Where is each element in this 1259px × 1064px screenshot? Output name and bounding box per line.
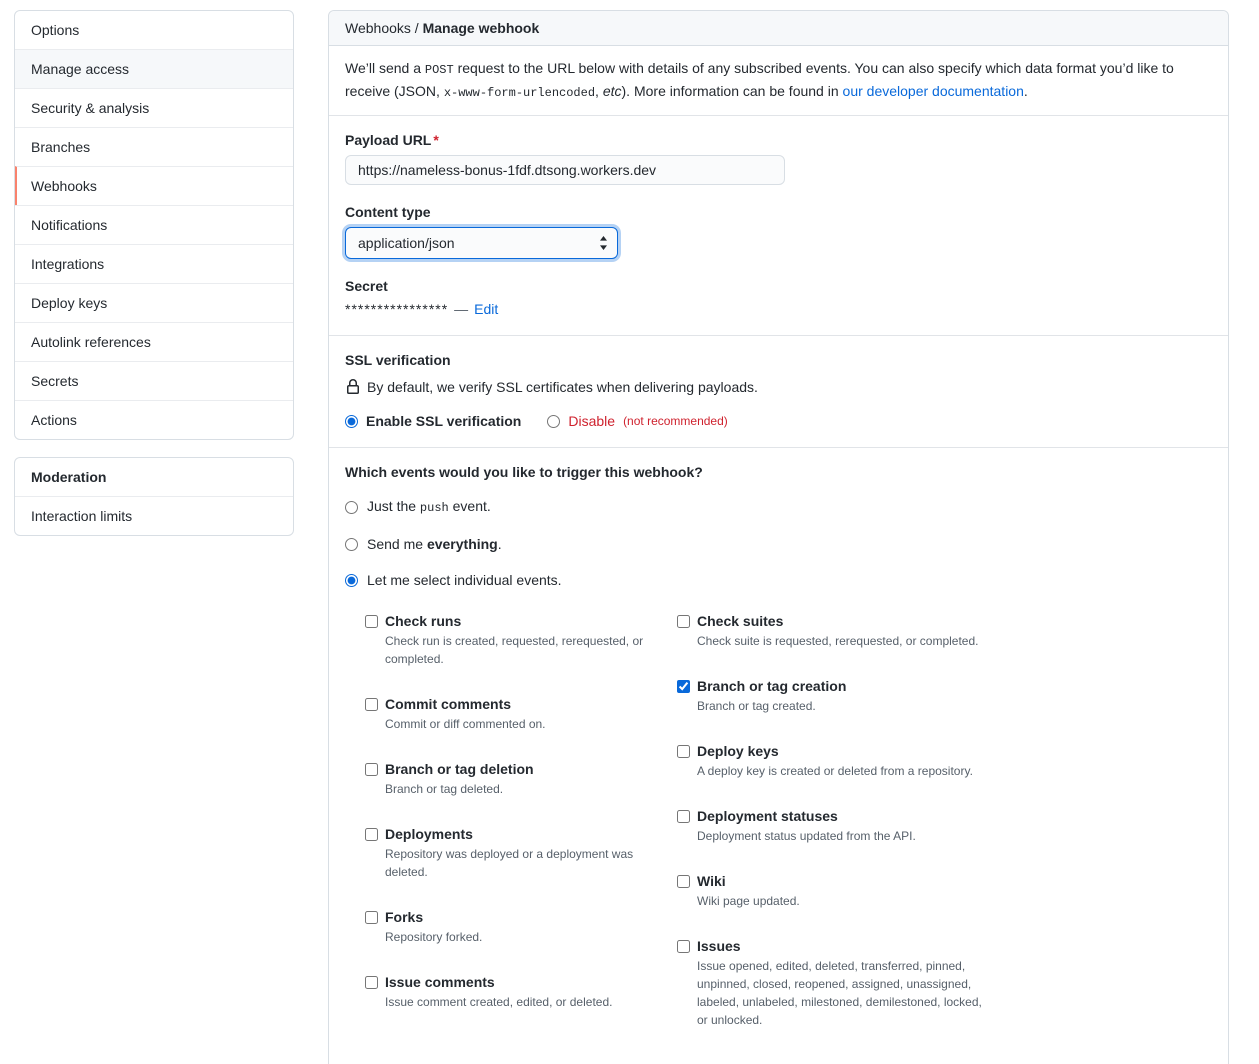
sidebar-item-manage-access[interactable]: Manage access [15,49,293,88]
disable-ssl-label: Disable [568,413,616,429]
wiki-checkbox[interactable] [677,875,690,888]
forks-checkbox[interactable] [365,911,378,924]
secret-separator: — [454,301,469,317]
event-checkbox-grid [365,612,1212,1060]
everything-label: Send me everything. [367,536,502,552]
sidebar-item-branches[interactable]: Branches [15,127,293,166]
content-type-group [345,204,1212,259]
event-label: Check suites [697,613,784,629]
trigger-everything-option[interactable] [345,534,1212,554]
event-commit-comments[interactable] [365,695,677,733]
sidebar-item-options[interactable]: Options [31,22,80,38]
sidebar-item-security-analysis[interactable]: Security & analysis [15,88,293,127]
intro-post-code: POST [424,63,454,77]
trigger-individual-option[interactable] [345,570,1212,590]
intro-text: , [595,83,603,99]
ssl-description: By default, we verify SSL certificates when delivering payloads. [367,379,758,395]
check-runs-checkbox[interactable] [365,615,378,628]
deploy-keys-checkbox[interactable] [677,745,690,758]
intro-text: . [1023,83,1028,99]
secret-masked-value: **************** [345,301,449,317]
event-label: Branch or tag deletion [385,761,534,777]
event-description: Check suite is requested, rerequested, or completed. [697,634,979,648]
lock-icon [345,379,361,395]
moderation-nav-box [14,457,294,536]
event-branch-tag-creation[interactable] [677,677,989,715]
secret-group [345,278,1212,317]
manage-webhook-panel [328,10,1229,1064]
enable-ssl-radio[interactable] [345,415,358,428]
commit-comments-checkbox[interactable] [365,698,378,711]
sidebar-item-integrations[interactable]: Integrations [15,244,293,283]
breadcrumb-separator: / [414,20,419,36]
content-type-label: Content type [345,204,431,220]
intro-text: ). More information can be found in [621,83,843,99]
event-check-suites[interactable] [677,612,989,650]
secret-label: Secret [345,278,388,294]
events-question: Which events would you like to trigger this webhook? [345,464,703,480]
event-label: Commit comments [385,696,512,712]
required-asterisk: * [433,132,439,148]
disable-ssl-note: (not recommended) [623,414,728,428]
breadcrumb-webhooks-link[interactable]: Webhooks [345,20,411,36]
sidebar-item-webhooks[interactable]: Webhooks [15,166,293,205]
event-description: Repository was deployed or a deployment was deleted. [385,847,634,879]
event-description: Repository forked. [385,930,483,944]
enable-ssl-label: Enable SSL verification [366,413,522,429]
content-type-select[interactable] [345,227,618,259]
payload-url-label-text: Payload URL [345,132,432,148]
event-description: Issue opened, edited, deleted, transferred, pinned, unpinned, closed, reopened, assigned, unassigned, labeled, unlabeled, milestoned, demilestoned, locked, or unlocked. [697,959,982,1027]
event-description: Wiki page updated. [697,894,800,908]
ssl-verification-section [329,336,1228,448]
issue-comments-checkbox[interactable] [365,976,378,989]
event-deployments[interactable] [365,825,677,881]
event-label: Deployments [385,826,473,842]
payload-url-input[interactable] [345,155,785,185]
enable-ssl-radio-option[interactable] [345,413,521,429]
payload-url-label [345,132,1212,148]
developer-documentation-link[interactable]: our developer documentation [842,83,1024,99]
event-description: Deployment status updated from the API. [697,829,916,843]
sidebar-item-notifications[interactable]: Notifications [15,205,293,244]
secret-edit-link[interactable]: Edit [474,301,499,317]
webhook-form-section [329,116,1228,336]
breadcrumb [329,11,1228,46]
event-issues[interactable] [677,937,989,1029]
event-checkbox-column-left [365,612,677,1056]
push-code: push [419,501,449,515]
intro-etc: etc [602,83,622,99]
event-wiki[interactable] [677,872,989,910]
intro-text: We’ll send a [345,60,425,76]
event-label: Branch or tag creation [697,678,847,694]
event-description: Branch or tag deleted. [385,782,504,796]
sidebar-item-interaction-limits[interactable]: Interaction limits [15,496,293,535]
just-push-radio[interactable] [345,501,358,514]
disable-ssl-radio-option[interactable] [547,413,727,429]
settings-sidebar [14,10,294,536]
event-label: Check runs [385,613,462,629]
breadcrumb-current: Manage webhook [422,20,540,36]
send-everything-radio[interactable] [345,538,358,551]
trigger-just-push-option[interactable] [345,496,1212,518]
issues-checkbox[interactable] [677,940,690,953]
event-branch-tag-deletion[interactable] [365,760,677,798]
disable-ssl-radio[interactable] [547,415,560,428]
event-description: Check run is created, requested, rerequested, or completed. [385,634,644,666]
sidebar-item-secrets[interactable]: Secrets [15,361,293,400]
sidebar-item-actions[interactable]: Actions [15,400,293,439]
event-label: Deploy keys [697,743,779,759]
event-label: Deployment statuses [697,808,838,824]
branch-tag-deletion-checkbox[interactable] [365,763,378,776]
event-deploy-keys[interactable] [677,742,989,780]
event-description: Issue comment created, edited, or deleted. [385,995,613,1009]
sidebar-item-deploy-keys[interactable]: Deploy keys [15,283,293,322]
check-suites-checkbox[interactable] [677,615,690,628]
individual-events-label: Let me select individual events. [367,572,562,588]
sidebar-item-autolink-references[interactable]: Autolink references [15,322,293,361]
event-label: Forks [385,909,424,925]
event-deployment-statuses[interactable] [677,807,989,845]
payload-url-group [345,132,1212,185]
ssl-section-title: SSL verification [345,352,451,368]
event-label: Issues [697,938,741,954]
event-description: A deploy key is created or deleted from a repository. [697,764,973,778]
event-description: Branch or tag created. [697,699,816,713]
event-label: Wiki [697,873,726,889]
moderation-section-title: Moderation [31,469,107,485]
deployments-checkbox[interactable] [365,828,378,841]
webhook-intro [329,46,1228,116]
deployment-statuses-checkbox[interactable] [677,810,690,823]
intro-urlencoded-code: x-www-form-urlencoded [443,86,596,100]
branch-tag-creation-checkbox[interactable] [677,680,690,693]
settings-nav-box [14,10,294,440]
event-label: Issue comments [385,974,495,990]
event-description: Commit or diff commented on. [385,717,546,731]
intro-text: request to the URL below with details of any subscribed events. You can also specify which data format you’d like to receive (JSON, [345,60,1174,99]
events-section [329,448,1228,1064]
just-push-label: Just the push event. [367,498,491,515]
individual-events-radio[interactable] [345,574,358,587]
event-check-runs[interactable] [365,612,677,668]
event-issue-comments[interactable] [365,973,677,1011]
event-checkbox-column-right [677,612,989,1056]
event-forks[interactable] [365,908,677,946]
